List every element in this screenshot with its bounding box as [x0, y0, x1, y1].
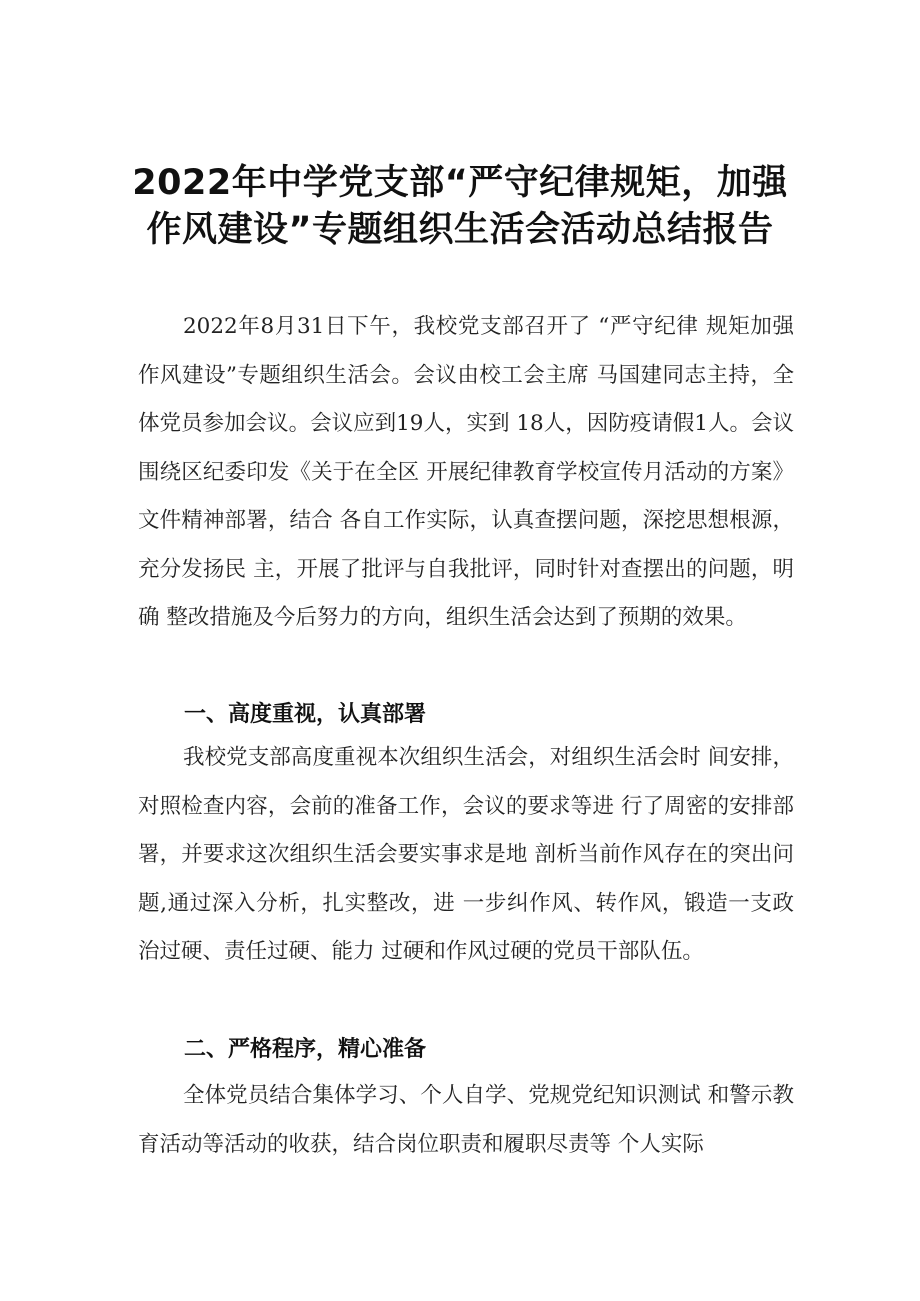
title-line-1: 2022年中学党支部“严守纪律规矩，加强 [132, 163, 788, 203]
section-heading-2: 二、严格程序，精心准备 [184, 1037, 427, 1062]
document-title [100, 160, 820, 254]
title-line-2: 作风建设”专题组织生活会活动总结报告 [146, 210, 774, 250]
paragraph-section-2: 全体党员结合集体学习、个人自学、党规党纪知识测试 和警示教育活动等活动的收获，结合岗位职责和履职尽责等 个人实际 [138, 1083, 794, 1157]
paragraph-meeting-overview: 2022年8月31日下午，我校党支部召开了 “严守纪律 规矩加强作风建设”专题组织生活会。会议由校工会主席 马国建同志主持，全体党员参加会议。会议应到19人，实到 18人，因防疫请假1人。会议围绕区纪委印发《关于在全区 开展纪律教育学校宣传月活动的方案》文件精神部署，结合 各自工作实际，认真查摆问题，深挖思想根源，充分发扬民 主，开展了批评与自我批评，同时针对查摆出的问题，明确 整改措施及今后努力的方向，组织生活会达到了预期的效果。 [138, 314, 794, 630]
paragraph-section-1: 我校党支部高度重视本次组织生活会，对组织生活会时 间安排，对照检查内容，会前的准备工作，会议的要求等进 行了周密的安排部署，并要求这次组织生活会要实事求是地 剖析当前作风存在的突出问题,通过深入分析，扎实整改，进 一步纠作风、转作风，锻造一支政治过硬、责任过硬、能力 过硬和作风过硬的党员干部队伍。 [138, 745, 794, 964]
section-heading-1: 一、高度重视，认真部署 [184, 702, 427, 727]
